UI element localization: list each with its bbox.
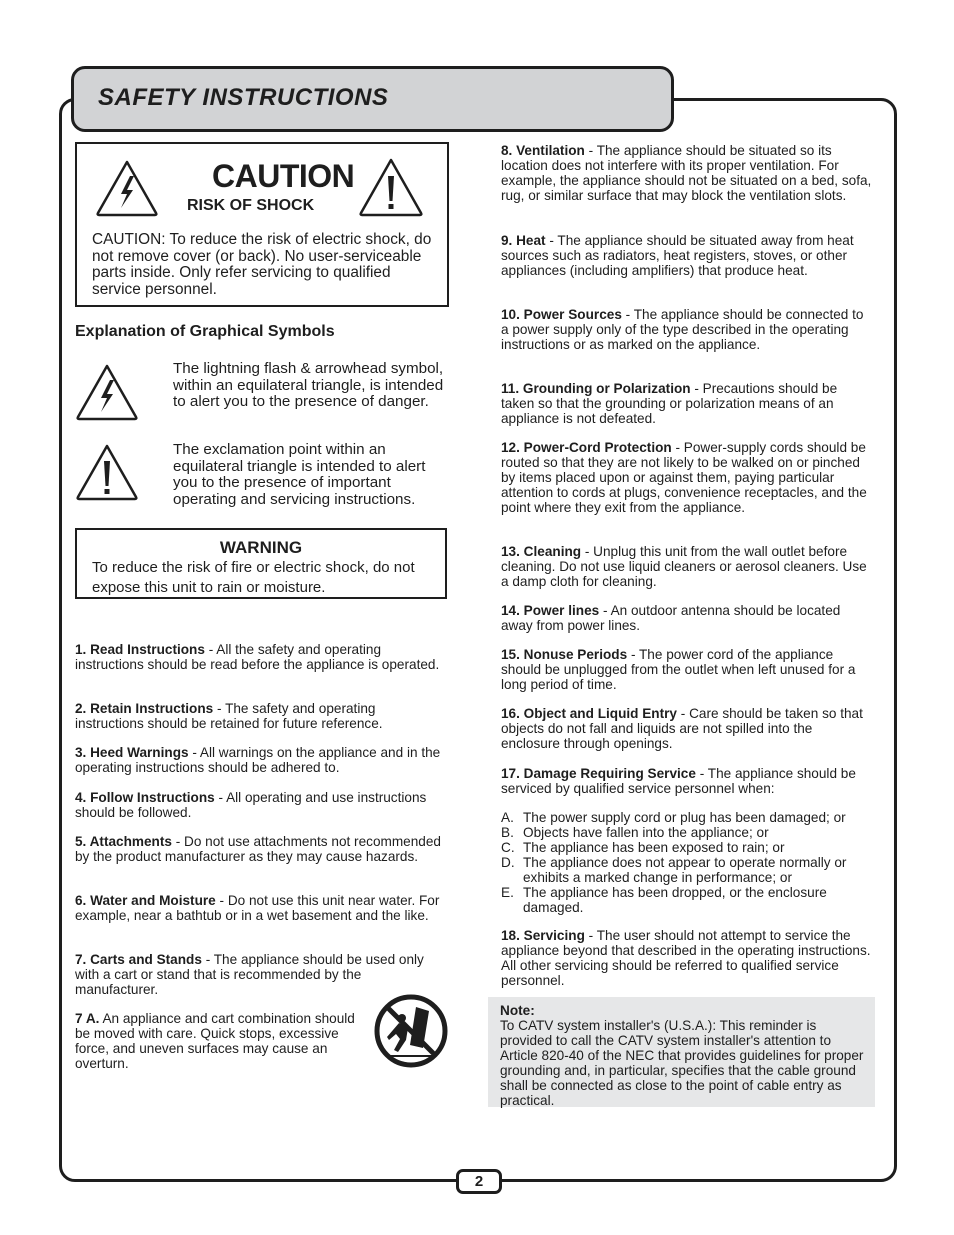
lightning-triangle-icon [94, 158, 160, 218]
damage-list-item: A. The power supply cord or plug has been damaged; or [501, 810, 846, 825]
note-box [488, 997, 875, 1107]
damage-list-item: E. The appliance has been dropped, or the enclosure damaged. [501, 885, 827, 915]
instruction-item: 2. Retain Instructions - The safety and operating instructions should be retained for future reference. [75, 701, 383, 731]
damage-list-item: B. Objects have fallen into the appliance; or [501, 825, 769, 840]
lightning-symbol-text: The lightning flash & arrowhead symbol, within an equilateral triangle, is intended to alert you to the presence of danger. [173, 360, 444, 410]
instruction-item: 3. Heed Warnings - All warnings on the appliance and in the operating instructions should be adhered to. [75, 745, 441, 775]
warning-title: WARNING [219, 538, 303, 557]
damage-list-item: D. The appliance does not appear to operate normally or exhibits a marked change in performance; or [501, 855, 847, 885]
instruction-item: 12. Power-Cord Protection - Power-supply cords should be routed so that they are not likely to be walked on or pinched by items placed upon or against them, paying particular attention to cords at plugs, convenience receptacles, and the point where they exit from the appliance. [501, 440, 867, 515]
instruction-item: 18. Servicing - The user should not attempt to service the appliance beyond that described in the operating instructions. All other servicing should be referred to qualified service personnel. [501, 928, 871, 988]
exclamation-triangle-icon [357, 156, 425, 218]
instruction-item: 17. Damage Requiring Service - The appliance should be serviced by qualified service personnel when: [501, 766, 856, 796]
instruction-item: 7 A. An appliance and cart combination should be moved with care. Quick stops, excessive force, and uneven surfaces may cause an overturn. [75, 1011, 355, 1071]
instruction-item: 10. Power Sources - The appliance should be connected to a power supply only of the type described in the operating instructions or as marked on the appliance. [501, 307, 864, 352]
page-title: SAFETY INSTRUCTIONS [98, 84, 389, 111]
caution-subtitle: RISK OF SHOCK [187, 197, 315, 214]
page-number: 2 [474, 1173, 484, 1190]
instruction-item: 16. Object and Liquid Entry - Care should be taken so that objects do not fall and liquids are not spilled into the enclosure through openings. [501, 706, 863, 751]
instruction-item: 13. Cleaning - Unplug this unit from the wall outlet before cleaning. Do not use liquid cleaners or aerosol cleaners. Use a damp cloth for cleaning. [501, 544, 867, 589]
instruction-item: 8. Ventilation - The appliance should be situated so its location does not interfere with its proper ventilation. For example, the appliance should not be situated on a bed, sofa, rug, or similar surface that may block the ventilation slots. [501, 143, 872, 203]
instruction-item: 5. Attachments - Do not use attachments not recommended by the product manufacturer as they may cause hazards. [75, 834, 441, 864]
note-title: Note: [500, 1003, 535, 1018]
caution-title: CAUTION [212, 158, 355, 194]
instruction-item: 1. Read Instructions - All the safety and operating instructions should be read before the appliance is operated. [75, 642, 440, 672]
caution-text: CAUTION: To reduce the risk of electric shock, do not remove cover (or back). No user-serviceable parts inside. Only refer servicing to qualified service personnel. [92, 231, 432, 298]
warning-text: To reduce the risk of fire or electric shock, do not expose this unit to rain or moisture. [92, 559, 415, 596]
instruction-item: 15. Nonuse Periods - The power cord of the appliance should be unplugged from the outlet when left unused for a long period of time. [501, 647, 856, 692]
damage-list-item: C. The appliance has been exposed to rain; or [501, 840, 785, 855]
instruction-item: 6. Water and Moisture - Do not use this unit near water. For example, near a bathtub or in a wet basement and the like. [75, 893, 440, 923]
exclamation-triangle-icon [74, 442, 140, 502]
caution-box [75, 142, 449, 307]
cart-overturn-warning-icon [374, 994, 448, 1068]
instruction-item: 4. Follow Instructions - All operating and use instructions should be followed. [75, 790, 427, 820]
warning-box [75, 528, 447, 599]
page-number-badge [456, 1169, 502, 1194]
instruction-item: 9. Heat - The appliance should be situated away from heat sources such as radiators, heat registers, stoves, or other appliances (including amplifiers) that produce heat. [501, 233, 854, 278]
instruction-item: 11. Grounding or Polarization - Precautions should be taken so that the grounding or polarization means of an appliance is not defeated. [501, 381, 838, 426]
instruction-item: 14. Power lines - An outdoor antenna should be located away from power lines. [501, 603, 841, 633]
instruction-item: 7. Carts and Stands - The appliance should be used only with a cart or stand that is recommended by the manufacturer. [75, 952, 424, 997]
exclamation-symbol-text: The exclamation point within an equilateral triangle is intended to alert you to the presence of important operating and servicing instructions. [173, 441, 426, 508]
lightning-triangle-icon [74, 362, 140, 422]
note-text: To CATV system installer's (U.S.A.): This reminder is provided to call the CATV system installer's attention to Article 820-40 of the NEC that provides guidelines for proper grounding and, in particular, specifies that the cable ground shall be connected as close to the point of cable entry as practical. [500, 1018, 864, 1108]
symbols-heading: Explanation of Graphical Symbols [75, 323, 335, 340]
